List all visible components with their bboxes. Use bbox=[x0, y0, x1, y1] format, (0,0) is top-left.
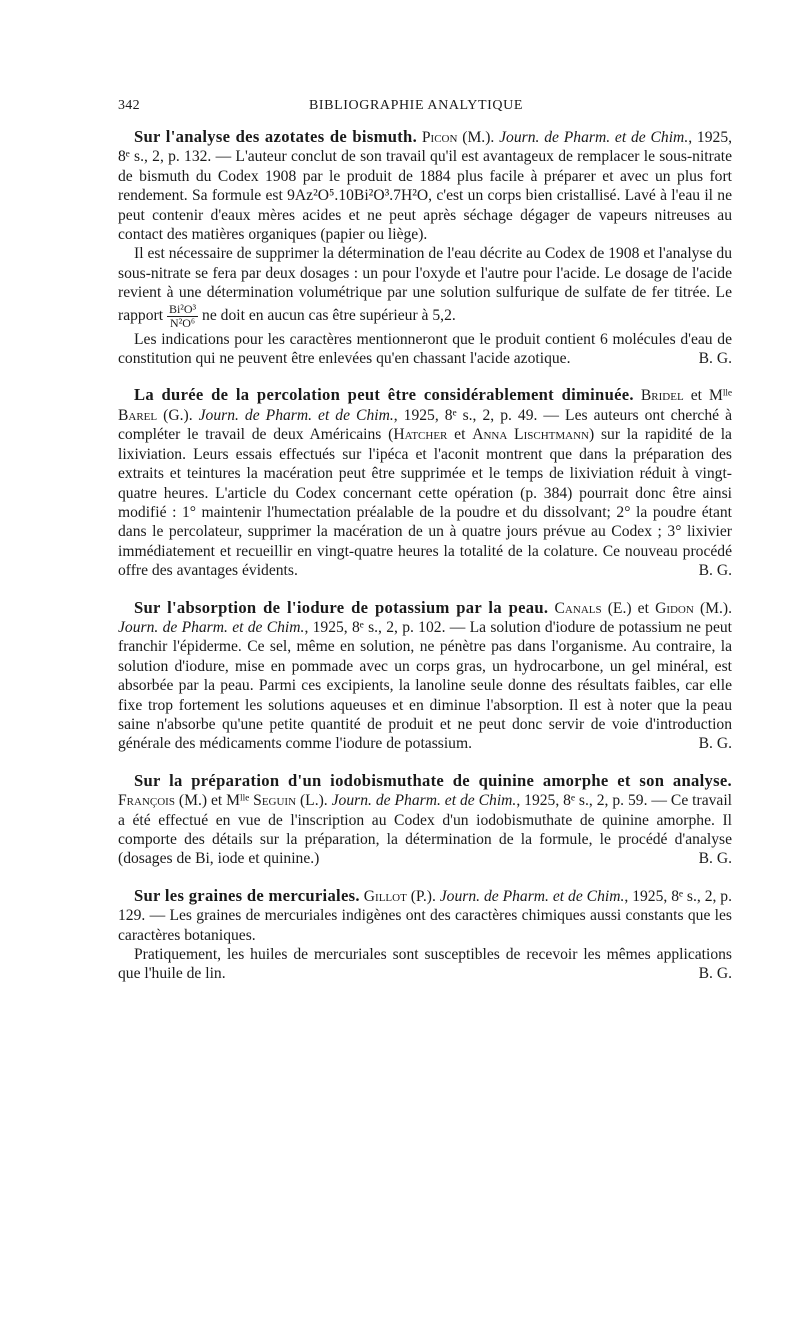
entry-author: Picon bbox=[421, 129, 458, 146]
entry-signature: B. G. bbox=[698, 735, 732, 753]
entry-author: Bridel bbox=[640, 387, 684, 405]
page-number: 342 bbox=[118, 98, 140, 113]
fraction-denominator: N²O⁶ bbox=[169, 315, 196, 330]
abstract-entry bbox=[118, 886, 732, 984]
entry-text: , 1925, 8ᵉ s., 2, p. 129. — Les graines de mercuriales indigènes ont des caractères chimiques aussi constants que les caractères botaniques. bbox=[118, 887, 732, 944]
entry-paragraph: Sur les graines de mercuriales. Gillot (P.). Journ. de Pharm. et de Chim., 1925, 8ᵉ s., 2, p. 129. — Les graines de mercuriales indigènes ont des caractères chimiques aussi constants que les caractères botaniques. bbox=[118, 885, 732, 944]
cited-author: Hatcher bbox=[393, 426, 448, 444]
fraction-numerator: Bi²O³ bbox=[168, 301, 197, 316]
entry-signature: B. G. bbox=[698, 850, 732, 868]
entry-paragraph: Pratiquement, les huiles de mercuriales sont susceptibles de recevoir les mêmes applications que l'huile de lin. B. G. bbox=[118, 946, 732, 983]
entry-signature: B. G. bbox=[698, 350, 732, 368]
journal-name: Journ. de Pharm. et de Chim. bbox=[331, 792, 517, 810]
entry-title: Sur la préparation d'un iodobismuthate de quinine amorphe et son analyse. bbox=[134, 770, 732, 790]
entry-author: Barel bbox=[118, 406, 158, 424]
entry-title: Sur l'absorption de l'iodure de potassium par la peau. bbox=[134, 597, 549, 617]
entry-author: Gillot bbox=[363, 887, 407, 905]
ratio-fraction bbox=[167, 303, 198, 330]
journal-name: Journ. de Pharm. et de Chim. bbox=[439, 887, 625, 905]
entry-paragraph: Les indications pour les caractères mentionneront que le produit contient 6 molécules d'eau de constitution qui ne peuvent être enlevées qu'en chassant l'acide azotique. B. G. bbox=[118, 330, 732, 368]
abstract-entry bbox=[118, 385, 732, 580]
entry-paragraph: Sur l'absorption de l'iodure de potassium par la peau. Canals (E.) et Gidon (M.). Journ. de Pharm. et de Chim., 1925, 8ᵉ s., 2, p. 102. — La solution d'iodure de potassium ne peut franchir l'épiderme. Ce sel, même en solution, ne pénètre pas dans l'organisme. Au contraire, la solution d'iodure, mise en pommade avec un corps gras, un hydrocarbone, un gel minéral, est absorbée par la peau. Parmi ces excipients, la lanoline seule donne des résultats faibles, car elle fixe trop fortement les solutions aqueuses et en diminue l'absorption. Il est à noter que la peau saine n'absorbe qu'une petite quantité de produit et ne peut donc servir de voie d'introduction générale des médicaments comme l'iodure de potassium. B. G. bbox=[118, 597, 733, 753]
entry-author: François bbox=[118, 792, 175, 810]
running-title: BIBLIOGRAPHIE ANALYTIQUE bbox=[308, 98, 524, 113]
article-body bbox=[118, 127, 732, 1001]
entry-author: Seguin bbox=[253, 792, 297, 810]
journal-name: Journ. de Pharm. et de Chim. bbox=[118, 618, 305, 636]
entry-paragraph: Sur la préparation d'un iodobismuthate de quinine amorphe et son analyse. François (M.) et Mˡˡᵉ Seguin (L.). Journ. de Pharm. et de Chim., 1925, 8ᵉ s., 2, p. 59. — Ce travail a été effectué en vue de l'inscription au Codex d'un iodobismuthate de quinine amorphe. Il comporte des détails sur la préparation, la détermination de la formule, le procédé d'analyse (dosages de Bi, iode et quinine.) B. G. bbox=[118, 770, 733, 868]
entry-text: , 1925, 8ᵉ s., 2, p. 102. — La solution d'iodure de potassium ne peut franchir l'épiderme. Ce sel, même en solution, ne pénètre pas dans l'organisme. Au contraire, la solution d'iodure, mise en pommade avec un corps gras, un hydrocarbone, un gel minéral, est absorbée par la peau. Parmi ces excipients, la lanoline seule donne des résultats faibles, car elle fixe trop fortement les solutions aqueuses et en diminue l'absorption. Il est à noter que la peau saine n'absorbe qu'une petite quantité de produit et ne peut donc servir de voie d'introduction générale des médicaments comme l'iodure de potassium. bbox=[118, 618, 733, 753]
entry-text: , 1925, 8ᵉ s., 2, p. 59. — Ce travail a été effectué en vue de l'inscription au Codex d'un iodobismuthate de quinine amorphe. Il comporte des détails sur la préparation, la détermination de la formule, le procédé d'analyse (dosages de Bi, iode et quinine.) bbox=[118, 792, 733, 868]
entry-title: Sur les graines de mercuriales. bbox=[134, 885, 360, 905]
entry-signature: B. G. bbox=[698, 965, 732, 983]
page-header bbox=[118, 98, 714, 120]
entry-signature: B. G. bbox=[698, 562, 732, 580]
entry-title: La durée de la percolation peut être considérablement diminuée. bbox=[134, 385, 634, 405]
entry-author: Gidon bbox=[655, 599, 694, 617]
entry-title: Sur l'analyse des azotates de bismuth. bbox=[134, 127, 418, 146]
journal-name: Journ. de Pharm. et de Chim. bbox=[499, 129, 689, 146]
journal-name: Journ. de Pharm. et de Chim. bbox=[198, 406, 394, 424]
cited-author: Anna Lischtmann bbox=[472, 426, 589, 444]
entry-paragraph: Il est nécessaire de supprimer la détermination de l'eau décrite au Codex de 1908 et l'analyse du sous-nitrate se fera par deux dosages : un pour l'oxyde et l'autre pour l'acide. Le dosage de l'acide revient à une détermination volumétrique par une solution sulfurique de sulfate de fer titrée. Le rapport $\frac{\text{Bi²O³}}{\text{N²O⁶}}$ ne doit en aucun cas être supérieur à 5,2. bbox=[118, 245, 732, 330]
entry-text: , 1925, 8ᵉ s., 2, p. 132. — L'auteur conclut de son travail qu'il est avantageux de remplacer le sous-nitrate de bismuth du Codex 1908 par le produit de 1884 plus facile à préparer et avec un plus fort rendement. Sa formule est 9Az²O⁵.10Bi²O³.7H²O, c'est un corps bien cristallisé. Lavé à l'eau il ne peut contenir d'eaux mères acides et ne peut après séchage dégager de vapeurs nitreuses au contact des matières organiques (papier ou liège). bbox=[118, 129, 733, 244]
abstract-entry bbox=[118, 598, 732, 754]
abstract-entry bbox=[118, 127, 732, 368]
entry-paragraph: La durée de la percolation peut être considérablement diminuée. Bridel et Mˡˡᵉ Barel (G.). Journ. de Pharm. et de Chim., 1925, 8ᵉ s., 2, p. 49. — Les auteurs ont cherché à compléter le travail de deux Américains (Hatcher et Anna Lischtmann) sur la rapidité de la lixiviation. Leurs essais effectués sur l'ipéca et l'aconit montrent que dans la préparation des extraits et teintures la macération peut être supprimée et le temps de lixiviation réduit à vingt-quatre heures. L'article du Codex concernant cette opération (p. 384) pourrait donc être ainsi modifié : 1° maintenir l'humectation préalable de la poudre et du dissolvant; 2° la poudre étant dans le percolateur, supprimer la macération de un à quatre jours prévue au Codex ; 3° lixivier immédiatement et recueillir en vingt-quatre heures la totalité de la colature. Ce nouveau procédé offre des avantages évidents. B. G. bbox=[118, 385, 732, 580]
entry-author: Canals bbox=[554, 599, 602, 617]
abstract-entry bbox=[118, 771, 732, 869]
entry-paragraph: Sur l'analyse des azotates de bismuth. Picon (M.). Journ. de Pharm. et de Chim., 1925, 8ᵉ s., 2, p. 132. — L'auteur conclut de son travail qu'il est avantageux de remplacer le sous-nitrate de bismuth du Codex 1908 par le produit de 1884 plus facile à préparer et avec un plus fort rendement. Sa formule est 9Az²O⁵.10Bi²O³.7H²O, c'est un corps bien cristallisé. Lavé à l'eau il ne peut contenir d'eaux mères acides et ne peut après séchage dégager de vapeurs nitreuses au contact des matières organiques (papier ou liège). bbox=[118, 127, 733, 244]
